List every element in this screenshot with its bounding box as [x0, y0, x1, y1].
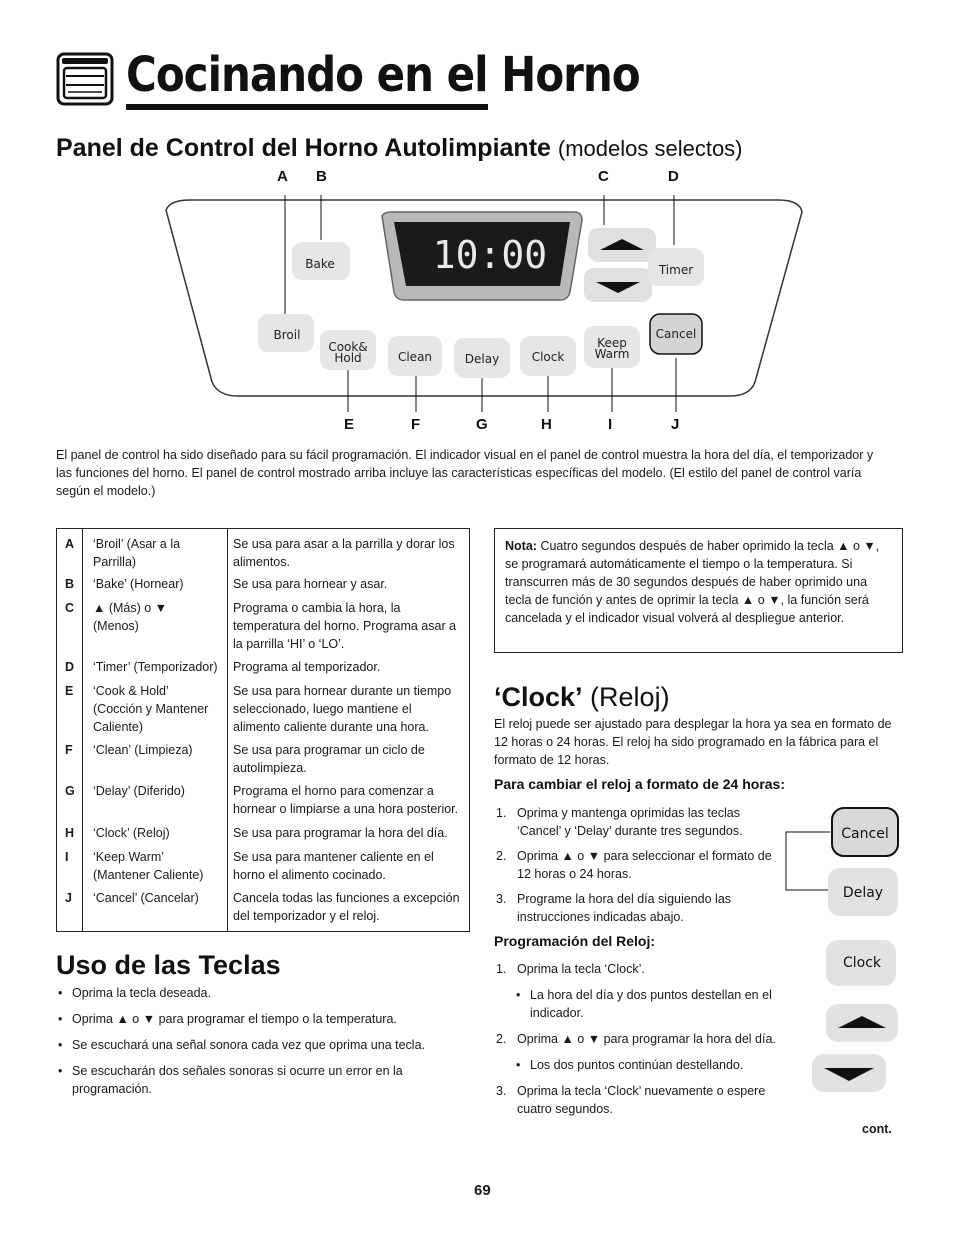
oven-icon: [56, 52, 114, 106]
table-key: D: [65, 660, 75, 674]
step-number: 2.: [496, 849, 507, 863]
clock-intro: El reloj puede ser ajustado para desplegar la hora ya sea en formato de 12 horas o 24 horas. El reloj ha sido programado en la fábrica para el formato de 12 horas.: [494, 717, 892, 767]
table-key-desc: Se usa para hornear y asar.: [233, 577, 388, 591]
table-key-desc: Programa o cambia la hora, la temperatura del horno. Programa asar a la parrilla ‘HI’ o ‘LO’.: [233, 601, 457, 651]
table-key: H: [65, 826, 75, 840]
diagram-letter-a: A: [277, 168, 288, 185]
cancel-key[interactable]: [650, 314, 702, 354]
diagram-letter-h: H: [541, 416, 552, 433]
keep-warm-key-label-1: Keep: [597, 336, 627, 350]
list-item-text: Oprima y mantenga oprimidas las teclas ‘Cancel’ y ‘Delay’ durante tres segundos.: [517, 806, 743, 838]
diagram-letter-c: C: [598, 168, 609, 185]
table-key-name: ‘Clean’ (Limpieza): [93, 743, 193, 757]
table-key-name: ‘Clock’ (Reloj): [93, 826, 170, 840]
list-item: [58, 1036, 438, 1054]
side-cancel-label: Cancel: [841, 826, 889, 842]
keep-warm-key[interactable]: [584, 326, 640, 368]
intro-paragraph: El panel de control ha sido diseñado para su fácil programación. El indicador visual en el panel de control muestra la hora del día, el temporizador y las funciones del horno. El panel de control mostrado arriba incluye las características específicas del modelo. (El estilo del panel de control varía según el modelo.): [56, 448, 874, 498]
bullet: •: [516, 1058, 521, 1072]
step-number: 3.: [496, 892, 507, 906]
diagram-letter-f: F: [411, 416, 421, 433]
list-item-text: Oprima ▲ o ▼ para seleccionar el formato de 12 horas o 24 horas.: [517, 849, 772, 881]
table-key: J: [65, 891, 72, 905]
table-key: A: [65, 537, 75, 551]
table-key-desc: Programa al temporizador.: [233, 660, 381, 674]
key-table: [56, 528, 470, 932]
cancel-key-label: Cancel: [655, 327, 697, 341]
timer-key[interactable]: [648, 248, 704, 286]
note-text: Cuatro segundos después de haber oprimido la tecla ▲ o ▼, se programará automáticamente el tiempo o la temperatura. Si transcurren más de 30 segundos después de haber oprimido una tecla de función y antes de oprimir la tecla ▲ o ▼, la función será cancelada y el indicador visual volverá al despliegue anterior.: [505, 539, 880, 625]
broil-key[interactable]: [258, 314, 314, 352]
list-item-text: Oprima la tecla deseada.: [72, 986, 211, 1000]
side-cancel-key[interactable]: [832, 808, 898, 856]
delay-key-label: Delay: [464, 352, 500, 366]
list-item: [496, 804, 781, 840]
list-item-text: La hora del día y dos puntos destellan en el indicador.: [530, 988, 772, 1020]
list-item: [496, 1082, 781, 1118]
diagram-letter-d: D: [668, 168, 679, 185]
list-item: [496, 1030, 781, 1048]
control-panel-diagram: [160, 190, 810, 412]
list-item-text: Oprima la tecla ‘Clock’.: [517, 962, 645, 976]
table-key-name: ‘Timer’ (Temporizador): [93, 660, 218, 674]
step-number: 1.: [496, 962, 507, 976]
delay-key[interactable]: [454, 338, 510, 378]
table-key: C: [65, 601, 75, 615]
title-rule: [126, 104, 488, 110]
diagram-letter-b: B: [316, 168, 327, 185]
cook-hold-key[interactable]: [320, 330, 376, 370]
list-item-text: Programe la hora del día siguiendo las instrucciones indicadas abajo.: [517, 892, 732, 924]
list-item-text: Se escuchará una señal sonora cada vez que oprima una tecla.: [72, 1038, 426, 1052]
table-key-desc: Programa el horno para comenzar a hornear o limpiarse a una hora posterior.: [233, 784, 459, 816]
table-key-name: ▲ (Más) o ▼ (Menos): [93, 601, 168, 633]
subheading-programacion: Programación del Reloj:: [494, 933, 656, 949]
side-clock-key[interactable]: [826, 940, 896, 986]
list-item: [516, 1056, 781, 1074]
list-item-text: Se escucharán dos señales sonoras si ocurre un error en la programación.: [72, 1064, 403, 1096]
panel-heading: [56, 134, 743, 163]
bullet: •: [516, 988, 521, 1002]
list-item-text: Oprima ▲ o ▼ para programar la hora del día.: [517, 1032, 776, 1046]
side-delay-label: Delay: [842, 885, 884, 901]
list-item-text: Oprima la tecla ‘Clock’ nuevamente o espere cuatro segundos.: [517, 1084, 766, 1116]
clock-key[interactable]: [520, 336, 576, 376]
table-key: B: [65, 577, 75, 591]
table-key-name: ‘Cook & Hold’ (Cocción y Mantener Caliente): [93, 684, 209, 734]
table-key-desc: Se usa para programar la hora del día.: [233, 826, 448, 840]
display-time: 10:00: [432, 233, 548, 277]
clock-heading-rest: (Reloj): [590, 682, 670, 712]
bake-key-label: Bake: [305, 257, 335, 271]
diagram-letter-e: E: [344, 416, 355, 433]
diagram-letter-g: G: [476, 416, 488, 433]
side-down-key[interactable]: [812, 1054, 886, 1092]
continued-label: cont.: [862, 1122, 892, 1136]
bullet: •: [58, 1064, 63, 1078]
table-key-desc: Se usa para programar un ciclo de autolimpieza.: [233, 743, 425, 775]
list-item: [496, 890, 781, 926]
step-number: 1.: [496, 806, 507, 820]
diagram-letter-j: J: [671, 416, 680, 433]
list-item: [58, 1010, 438, 1028]
clock-key-label: Clock: [531, 350, 565, 364]
bullet: •: [58, 1038, 63, 1052]
table-key-desc: Se usa para hornear durante un tiempo seleccionado, luego mantiene el alimento caliente durante una hora.: [233, 684, 452, 734]
list-item: [58, 984, 438, 1002]
list-item-text: Oprima ▲ o ▼ para programar el tiempo o la temperatura.: [72, 1012, 397, 1026]
table-key-name: ‘Delay’ (Diferido): [93, 784, 185, 798]
list-item: [516, 986, 781, 1022]
table-key-name: ‘Bake’ (Hornear): [93, 577, 184, 591]
cook-hold-key-label-1: Cook&: [328, 340, 368, 354]
down-arrow-key[interactable]: [584, 268, 652, 302]
table-key-desc: Se usa para mantener caliente en el horno el alimento cocinado.: [233, 850, 434, 882]
table-key-name: ‘Cancel’ (Cancelar): [93, 891, 199, 905]
note-label: Nota:: [505, 539, 537, 553]
bake-key[interactable]: [292, 242, 350, 280]
clock-heading-bold: ‘Clock’: [494, 682, 583, 712]
panel-heading-sub: (modelos selectos): [557, 136, 743, 161]
note-box: [494, 528, 903, 653]
subheading-24h: Para cambiar el reloj a formato de 24 horas:: [494, 776, 786, 792]
broil-key-label: Broil: [273, 328, 301, 342]
table-key-desc: Se usa para asar a la parrilla y dorar los alimentos.: [233, 537, 455, 569]
panel-heading-main: Panel de Control del Horno Autolimpiante: [56, 134, 551, 162]
clean-key-label: Clean: [397, 350, 433, 364]
clean-key[interactable]: [388, 336, 442, 376]
up-arrow-key[interactable]: [588, 228, 656, 262]
list-item-text: Los dos puntos continúan destellando.: [530, 1058, 744, 1072]
cook-hold-key-label-2: Hold: [334, 351, 362, 365]
table-key: F: [65, 743, 73, 757]
table-key-name: ‘Keep Warm’ (Mantener Caliente): [93, 850, 204, 882]
bullet: •: [58, 1012, 63, 1026]
uso-heading: Uso de las Teclas: [56, 950, 281, 980]
page-number: 69: [474, 1182, 491, 1199]
table-key: E: [65, 684, 74, 698]
table-key: G: [65, 784, 75, 798]
timer-key-label: Timer: [658, 263, 694, 277]
page-title: Cocinando en el Horno: [126, 46, 640, 103]
diagram-letter-i: I: [608, 416, 613, 433]
bullet: •: [58, 986, 63, 1000]
side-clock-label: Clock: [842, 955, 882, 971]
table-key-desc: Cancela todas las funciones a excepción del temporizador y el reloj.: [233, 891, 460, 923]
list-item: [496, 960, 781, 978]
table-key: I: [65, 850, 69, 864]
list-item: [58, 1062, 438, 1098]
side-up-key[interactable]: [826, 1004, 898, 1042]
side-delay-key[interactable]: [828, 868, 898, 916]
side-keys-illustration: [780, 800, 920, 1100]
table-key-name: ‘Broil’ (Asar a la Parrilla): [93, 537, 181, 569]
step-number: 3.: [496, 1084, 507, 1098]
keep-warm-key-label-2: Warm: [594, 347, 630, 361]
step-number: 2.: [496, 1032, 507, 1046]
list-item: [496, 847, 781, 883]
clock-heading: [494, 682, 670, 713]
